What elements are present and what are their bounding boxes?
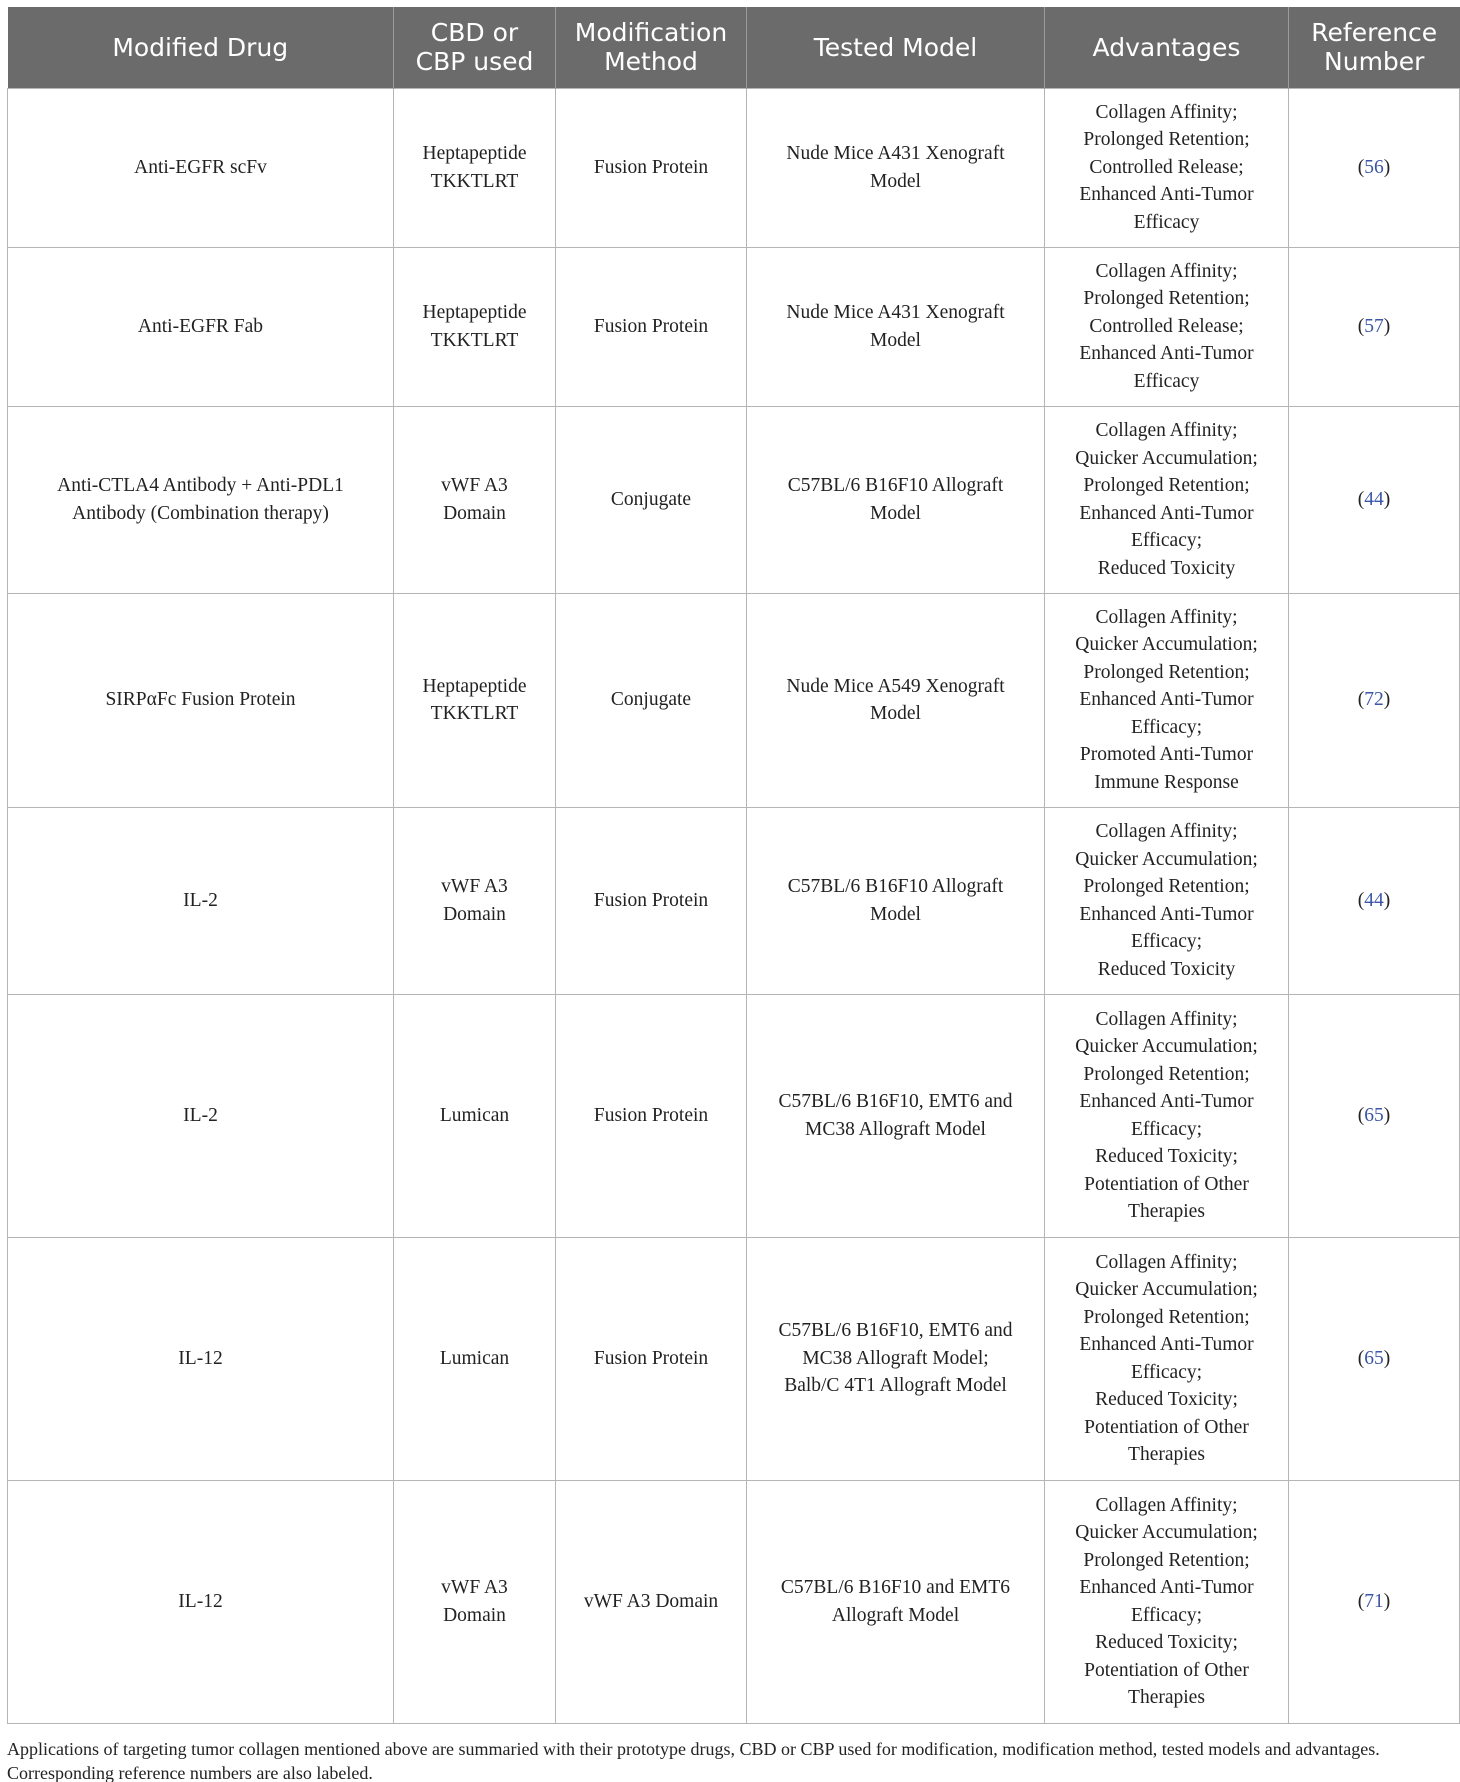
cell-text-line: IL-12 xyxy=(178,1590,223,1612)
cell-text-line: SIRPαFc Fusion Protein xyxy=(105,689,296,711)
method-cell xyxy=(556,807,747,994)
cell-text-line: Reduced Toxicity; xyxy=(1095,1389,1238,1410)
cell-text-line: Antibody (Combination therapy) xyxy=(72,502,329,524)
cell-text-line: Conjugate xyxy=(610,689,692,711)
close-paren: ) xyxy=(1383,488,1391,510)
reference-cell xyxy=(1289,406,1460,593)
cell-text-line: Potentiation of Other xyxy=(1084,1173,1249,1195)
drug-cell xyxy=(8,807,394,994)
table-row xyxy=(8,994,1460,1237)
cell-text-line: vWF A3 xyxy=(441,876,508,897)
cell-text-line: Domain xyxy=(443,1604,506,1626)
cell-text-line: Quicker Accumulation; xyxy=(1075,1522,1258,1543)
tested-model-cell xyxy=(747,247,1045,406)
collagen-targeting-table xyxy=(7,7,1460,1724)
cbd-cbp-cell xyxy=(394,406,556,593)
open-paren: ( xyxy=(1357,889,1365,911)
cell-text-line: Potentiation of Other xyxy=(1084,1416,1249,1438)
header-row xyxy=(8,7,1460,88)
drug-cell xyxy=(8,406,394,593)
cbd-cbp-cell xyxy=(394,994,556,1237)
advantages-cell xyxy=(1045,88,1289,247)
advantages-cell xyxy=(1045,807,1289,994)
cell-text-line: Enhanced Anti-Tumor xyxy=(1079,502,1254,524)
cell-text-line: Lumican xyxy=(439,1104,510,1126)
cell-text-line: Reduced Toxicity; xyxy=(1095,1632,1238,1653)
cell-text-line: Model xyxy=(870,703,921,724)
cell-text-line: Enhanced Anti-Tumor xyxy=(1079,184,1254,206)
open-paren: ( xyxy=(1357,1590,1365,1612)
cell-text-line: Prolonged Retention; xyxy=(1083,1306,1250,1328)
open-paren: ( xyxy=(1357,1347,1365,1369)
reference-link[interactable]: 44 xyxy=(1364,889,1384,911)
cell-text-line: Reduced Toxicity xyxy=(1097,958,1236,980)
cell-text-line: Nude Mice A431 Xenograft xyxy=(786,302,1005,323)
header-label-line: CBP used xyxy=(415,47,534,77)
reference-link[interactable]: 72 xyxy=(1364,689,1384,711)
cell-text-line: Efficacy; xyxy=(1130,1361,1203,1383)
cell-text-line: Prolonged Retention; xyxy=(1083,876,1250,897)
method-cell xyxy=(556,247,747,406)
open-paren: ( xyxy=(1357,1104,1365,1126)
cell-text-line: vWF A3 Domain xyxy=(583,1590,719,1612)
cell-text-line: C57BL/6 B16F10, EMT6 and xyxy=(778,1091,1013,1112)
cell-text-line: Fusion Protein xyxy=(593,1104,709,1126)
open-paren: ( xyxy=(1357,689,1365,711)
reference-cell xyxy=(1289,593,1460,807)
cell-text-line: Efficacy; xyxy=(1130,1118,1203,1140)
close-paren: ) xyxy=(1383,1104,1391,1126)
tested-model-cell xyxy=(747,88,1045,247)
reference-cell xyxy=(1289,88,1460,247)
table-row xyxy=(8,1480,1460,1723)
method-cell xyxy=(556,88,747,247)
reference-link[interactable]: 56 xyxy=(1364,156,1384,178)
cell-text-line: Enhanced Anti-Tumor xyxy=(1079,1334,1254,1355)
cell-text-line: Collagen Affinity; xyxy=(1095,1251,1238,1273)
header-tested-model xyxy=(747,7,1045,88)
cell-text-line: Reduced Toxicity xyxy=(1097,557,1236,579)
cell-text-line: Model xyxy=(870,170,921,192)
cell-text-line: vWF A3 xyxy=(441,475,508,496)
close-paren: ) xyxy=(1383,889,1391,911)
method-cell xyxy=(556,1237,747,1480)
cell-text-line: Enhanced Anti-Tumor xyxy=(1079,1577,1254,1598)
cell-text-line: Collagen Affinity; xyxy=(1095,101,1238,123)
cell-text-line: Prolonged Retention; xyxy=(1083,1063,1250,1085)
cell-text-line: C57BL/6 B16F10, EMT6 and xyxy=(778,1320,1013,1342)
cell-text-line: Enhanced Anti-Tumor xyxy=(1079,1091,1254,1112)
header-reference-number xyxy=(1289,7,1460,88)
cell-text-line: Quicker Accumulation; xyxy=(1075,447,1258,469)
method-cell xyxy=(556,406,747,593)
close-paren: ) xyxy=(1383,315,1391,337)
cell-text-line: Efficacy xyxy=(1133,211,1200,233)
header-modification-method xyxy=(556,7,747,88)
reference-cell xyxy=(1289,1480,1460,1723)
cell-text-line: Heptapeptide xyxy=(422,302,527,323)
reference-link[interactable]: 57 xyxy=(1364,315,1384,337)
table-footnote xyxy=(7,1737,1457,1782)
cell-text-line: TKKTLRT xyxy=(430,329,519,351)
cell-text-line: Efficacy; xyxy=(1130,716,1203,738)
collagen-targeting-table-container xyxy=(7,7,1459,1724)
cell-text-line: Model xyxy=(870,502,921,524)
advantages-cell xyxy=(1045,593,1289,807)
open-paren: ( xyxy=(1357,488,1365,510)
table-header xyxy=(8,7,1460,88)
cell-text-line: Therapies xyxy=(1128,1687,1205,1708)
reference-link[interactable]: 65 xyxy=(1364,1347,1384,1369)
header-advantages xyxy=(1045,7,1289,88)
header-label-line: Modification xyxy=(574,18,728,48)
cell-text-line: Fusion Protein xyxy=(593,156,709,178)
table-row xyxy=(8,247,1460,406)
tested-model-cell xyxy=(747,1237,1045,1480)
reference-link[interactable]: 71 xyxy=(1364,1590,1384,1612)
header-label-line: Reference xyxy=(1311,18,1438,48)
cell-text-line: Nude Mice A431 Xenograft xyxy=(786,143,1005,164)
cell-text-line: Anti-CTLA4 Antibody + Anti-PDL1 xyxy=(57,475,344,496)
open-paren: ( xyxy=(1357,315,1365,337)
header-modified-drug xyxy=(8,7,394,88)
cell-text-line: Lumican xyxy=(439,1347,510,1369)
header-cbd-cbp xyxy=(394,7,556,88)
cell-text-line: Collagen Affinity; xyxy=(1095,821,1238,842)
cell-text-line: Prolonged Retention; xyxy=(1083,661,1250,683)
reference-link[interactable]: 44 xyxy=(1364,488,1384,510)
drug-cell xyxy=(8,88,394,247)
cell-text-line: Efficacy; xyxy=(1130,530,1203,551)
cbd-cbp-cell xyxy=(394,807,556,994)
cell-text-line: Quicker Accumulation; xyxy=(1075,848,1258,870)
cell-text-line: Conjugate xyxy=(610,488,692,510)
cell-text-line: Model xyxy=(870,329,921,351)
close-paren: ) xyxy=(1383,689,1391,711)
cell-text-line: TKKTLRT xyxy=(430,170,519,192)
cell-text-line: Enhanced Anti-Tumor xyxy=(1079,689,1254,711)
table-row xyxy=(8,807,1460,994)
method-cell xyxy=(556,994,747,1237)
footnote-line: Applications of targeting tumor collagen mentioned above are summaried with their prototype drugs, CBD or CBP used for modification, modification method, tested models and advantages. xyxy=(7,1739,1380,1759)
cell-text-line: Collagen Affinity; xyxy=(1095,260,1238,282)
tested-model-cell xyxy=(747,807,1045,994)
reference-cell xyxy=(1289,1237,1460,1480)
cell-text-line: Therapies xyxy=(1128,1201,1205,1222)
advantages-cell xyxy=(1045,247,1289,406)
cell-text-line: MC38 Allograft Model; xyxy=(802,1347,989,1369)
cell-text-line: Nude Mice A549 Xenograft xyxy=(786,675,1005,697)
cell-text-line: Efficacy; xyxy=(1130,931,1203,952)
cell-text-line: C57BL/6 B16F10 Allograft xyxy=(787,876,1004,897)
table-row xyxy=(8,88,1460,247)
cell-text-line: Efficacy; xyxy=(1130,1604,1203,1626)
cell-text-line: TKKTLRT xyxy=(430,703,519,724)
tested-model-cell xyxy=(747,994,1045,1237)
footnote-line: Corresponding reference numbers are also labeled. xyxy=(7,1763,373,1782)
cell-text-line: Prolonged Retention; xyxy=(1083,129,1250,151)
advantages-cell xyxy=(1045,406,1289,593)
reference-cell xyxy=(1289,807,1460,994)
cell-text-line: Anti-EGFR Fab xyxy=(137,315,264,337)
close-paren: ) xyxy=(1383,1590,1391,1612)
table-row xyxy=(8,1237,1460,1480)
cell-text-line: Prolonged Retention; xyxy=(1083,288,1250,310)
header-label-line: Modified Drug xyxy=(112,32,289,62)
cell-text-line: Enhanced Anti-Tumor xyxy=(1079,343,1254,365)
cell-text-line: Enhanced Anti-Tumor xyxy=(1079,903,1254,925)
cell-text-line: Collagen Affinity; xyxy=(1095,1494,1238,1516)
drug-cell xyxy=(8,593,394,807)
cbd-cbp-cell xyxy=(394,247,556,406)
cell-text-line: vWF A3 xyxy=(441,1577,508,1598)
cell-text-line: Fusion Protein xyxy=(593,889,709,911)
reference-link[interactable]: 65 xyxy=(1364,1104,1384,1126)
header-label-line: CBD or xyxy=(430,18,519,48)
drug-cell xyxy=(8,247,394,406)
advantages-cell xyxy=(1045,1480,1289,1723)
header-label-line: Advantages xyxy=(1092,32,1241,62)
drug-cell xyxy=(8,1480,394,1723)
cell-text-line: C57BL/6 B16F10 and EMT6 xyxy=(780,1577,1011,1598)
cell-text-line: Quicker Accumulation; xyxy=(1075,634,1258,656)
cell-text-line: Prolonged Retention; xyxy=(1083,1549,1250,1571)
cell-text-line: Domain xyxy=(443,903,506,925)
tested-model-cell xyxy=(747,593,1045,807)
cell-text-line: Therapies xyxy=(1128,1444,1205,1465)
cell-text-line: Heptapeptide xyxy=(422,675,527,697)
cell-text-line: Controlled Release; xyxy=(1089,156,1244,178)
tested-model-cell xyxy=(747,406,1045,593)
cell-text-line: Collagen Affinity; xyxy=(1095,1008,1238,1030)
cell-text-line: Allograft Model xyxy=(831,1604,960,1626)
reference-cell xyxy=(1289,247,1460,406)
tested-model-cell xyxy=(747,1480,1045,1723)
header-label-line: Method xyxy=(604,47,698,77)
cell-text-line: Promoted Anti-Tumor xyxy=(1079,744,1254,766)
cell-text-line: Fusion Protein xyxy=(593,1347,709,1369)
cell-text-line: Fusion Protein xyxy=(593,315,709,337)
cell-text-line: Domain xyxy=(443,502,506,524)
cell-text-line: Model xyxy=(870,903,921,925)
cell-text-line: Controlled Release; xyxy=(1089,315,1244,337)
close-paren: ) xyxy=(1383,156,1391,178)
cell-text-line: Reduced Toxicity; xyxy=(1095,1146,1238,1167)
cbd-cbp-cell xyxy=(394,1237,556,1480)
cell-text-line: Quicker Accumulation; xyxy=(1075,1279,1258,1300)
cell-text-line: Efficacy xyxy=(1133,370,1200,392)
cell-text-line: IL-12 xyxy=(178,1347,223,1369)
cell-text-line: Quicker Accumulation; xyxy=(1075,1036,1258,1057)
cell-text-line: IL-2 xyxy=(183,1104,218,1126)
cell-text-line: MC38 Allograft Model xyxy=(805,1118,986,1140)
open-paren: ( xyxy=(1357,156,1365,178)
cell-text-line: Immune Response xyxy=(1094,771,1239,793)
header-label-line: Number xyxy=(1324,47,1425,77)
cell-text-line: Anti-EGFR scFv xyxy=(134,156,267,178)
drug-cell xyxy=(8,994,394,1237)
cbd-cbp-cell xyxy=(394,1480,556,1723)
method-cell xyxy=(556,1480,747,1723)
header-label-line: Tested Model xyxy=(813,32,978,62)
table-row xyxy=(8,593,1460,807)
advantages-cell xyxy=(1045,994,1289,1237)
cell-text-line: Potentiation of Other xyxy=(1084,1659,1249,1681)
close-paren: ) xyxy=(1383,1347,1391,1369)
method-cell xyxy=(556,593,747,807)
reference-cell xyxy=(1289,994,1460,1237)
drug-cell xyxy=(8,1237,394,1480)
cell-text-line: IL-2 xyxy=(183,889,218,911)
table-row xyxy=(8,406,1460,593)
advantages-cell xyxy=(1045,1237,1289,1480)
cell-text-line: Collagen Affinity; xyxy=(1095,420,1238,441)
cell-text-line: C57BL/6 B16F10 Allograft xyxy=(787,475,1004,496)
cbd-cbp-cell xyxy=(394,88,556,247)
cell-text-line: Collagen Affinity; xyxy=(1095,606,1238,628)
cell-text-line: Balb/C 4T1 Allograft Model xyxy=(784,1375,1007,1397)
cbd-cbp-cell xyxy=(394,593,556,807)
cell-text-line: Heptapeptide xyxy=(422,143,527,164)
table-body xyxy=(8,88,1460,1723)
cell-text-line: Prolonged Retention; xyxy=(1083,475,1250,496)
